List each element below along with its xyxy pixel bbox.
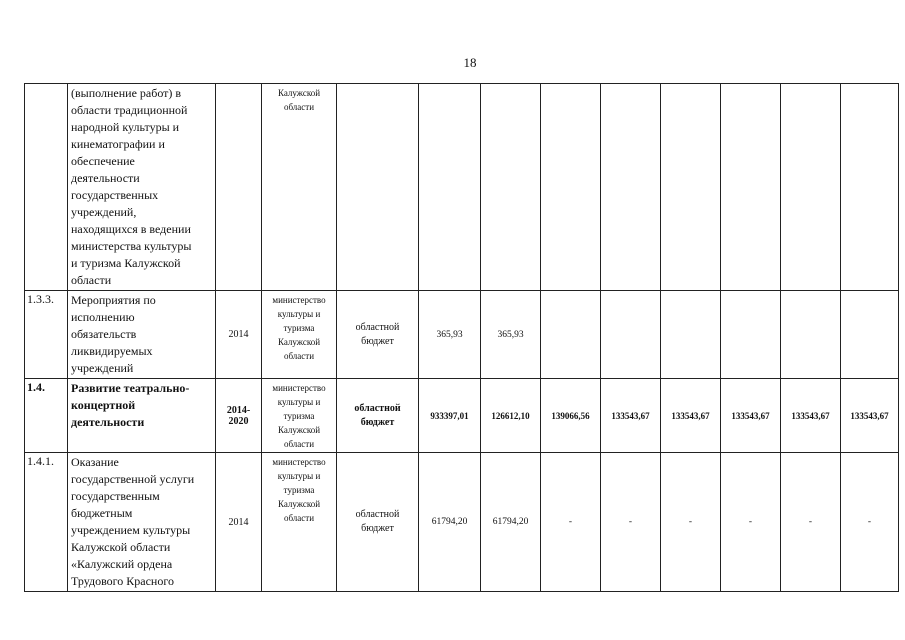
amount-cell <box>541 291 601 379</box>
amount-cell: 365,93 <box>481 291 541 379</box>
amount-cell <box>781 291 841 379</box>
executor-line: культуры и <box>277 397 321 407</box>
activity-name-line: государственной услуги <box>71 472 195 486</box>
executor-line: министерство <box>272 383 326 393</box>
activity-name-line: деятельности <box>71 415 145 429</box>
amount-cell <box>481 84 541 291</box>
funding-source-line: бюджет <box>361 523 394 534</box>
executor-line: туризма <box>283 411 315 421</box>
amount-cell: 365,93 <box>419 291 481 379</box>
year <box>216 379 262 453</box>
table-row <box>25 291 899 379</box>
activity-name-line: Трудового Красного <box>71 574 174 588</box>
funding-source <box>337 379 419 453</box>
activity-name-line: и туризма Калужской <box>71 256 181 270</box>
activity-name-line: области традиционной <box>71 103 188 117</box>
row-number: 1.4.1. <box>25 453 68 592</box>
activity-name-line: исполнению <box>71 310 135 324</box>
table-row <box>25 84 899 291</box>
funding-source-line: областной <box>355 509 400 520</box>
amount-cell <box>419 84 481 291</box>
executor-line: министерство <box>272 457 326 467</box>
executor-line: Калужской <box>277 337 321 347</box>
amount-cell: 61794,20 <box>419 453 481 592</box>
amount-cell <box>841 84 899 291</box>
funding-source <box>337 453 419 592</box>
amount-cell: 133543,67 <box>601 379 661 453</box>
amount-cell <box>781 84 841 291</box>
amount-cell: 133543,67 <box>841 379 899 453</box>
amount-cell <box>541 84 601 291</box>
amount-cell <box>601 84 661 291</box>
executor-line: области <box>283 102 315 112</box>
amount-cell <box>601 291 661 379</box>
year-line: 2014 <box>228 329 249 340</box>
activity-name-line: находящихся в ведении <box>71 222 191 236</box>
activity-name-line: народной культуры и <box>71 120 180 134</box>
budget-table <box>24 83 899 592</box>
executor <box>262 84 337 291</box>
amount-cell: 61794,20 <box>481 453 541 592</box>
executor-line: области <box>283 513 315 523</box>
activity-name-line: учреждений, <box>71 205 137 219</box>
activity-name-line: обязательств <box>71 327 137 341</box>
executor-line: культуры и <box>277 309 321 319</box>
executor <box>262 453 337 592</box>
page-number: 18 <box>463 55 477 70</box>
executor-line: министерство <box>272 295 326 305</box>
amount-cell: 126612,10 <box>481 379 541 453</box>
row-number: 1.4. <box>25 379 68 453</box>
table-row <box>25 453 899 592</box>
amount-cell: 133543,67 <box>661 379 721 453</box>
amount-cell: - <box>721 453 781 592</box>
executor-line: Калужской <box>277 499 321 509</box>
activity-name-line: деятельности <box>71 171 140 185</box>
year <box>216 291 262 379</box>
activity-name-line: области <box>71 273 112 287</box>
amount-cell: - <box>601 453 661 592</box>
executor-line: области <box>283 439 315 449</box>
amount-cell: 933397,01 <box>419 379 481 453</box>
funding-source <box>337 291 419 379</box>
year-line: 2014 <box>228 516 249 528</box>
executor <box>262 379 337 453</box>
executor-line: культуры и <box>277 471 321 481</box>
amount-cell: 133543,67 <box>721 379 781 453</box>
activity-name-line: обеспечение <box>71 154 135 168</box>
amount-cell: - <box>661 453 721 592</box>
year-line: 2020 <box>228 415 249 427</box>
activity-name-line: «Калужский ордена <box>71 557 173 571</box>
activity-name-line: ликвидируемых <box>71 344 153 358</box>
table-row <box>25 379 899 453</box>
activity-name-line: учреждением культуры <box>71 523 191 537</box>
funding-source-line: бюджет <box>360 416 395 428</box>
activity-name-line: Оказание <box>71 455 119 469</box>
activity-name-line: Калужской области <box>71 540 171 554</box>
activity-name-line: государственных <box>71 188 159 202</box>
activity-name-line: концертной <box>71 398 136 412</box>
row-number <box>25 84 68 291</box>
funding-source-line: областной <box>354 402 401 414</box>
activity-name <box>68 84 216 291</box>
activity-name <box>68 453 216 592</box>
amount-cell: - <box>781 453 841 592</box>
executor-line: Калужской <box>277 88 321 98</box>
funding-source <box>337 84 419 291</box>
amount-cell: - <box>841 453 899 592</box>
activity-name-line: кинематографии и <box>71 137 165 151</box>
executor <box>262 291 337 379</box>
executor-line: туризма <box>283 323 315 333</box>
activity-name-line: Мероприятия по <box>71 293 156 307</box>
row-number: 1.3.3. <box>25 291 68 379</box>
activity-name <box>68 291 216 379</box>
activity-name-line: министерства культуры <box>71 239 192 253</box>
amount-cell: - <box>541 453 601 592</box>
year <box>216 84 262 291</box>
amount-cell <box>661 291 721 379</box>
amount-cell <box>841 291 899 379</box>
amount-cell <box>661 84 721 291</box>
amount-cell <box>721 84 781 291</box>
executor-line: туризма <box>283 485 315 495</box>
executor-line: Калужской <box>277 425 321 435</box>
year <box>216 453 262 592</box>
executor-line: области <box>283 351 315 361</box>
funding-source-line: бюджет <box>361 335 394 347</box>
activity-name-line: учреждений <box>71 361 134 375</box>
activity-name-line: бюджетным <box>71 506 133 520</box>
activity-name-line: (выполнение работ) в <box>71 86 182 100</box>
amount-cell <box>721 291 781 379</box>
activity-name-line: государственным <box>71 489 160 503</box>
activity-name <box>68 379 216 453</box>
amount-cell: 139066,56 <box>541 379 601 453</box>
amount-cell: 133543,67 <box>781 379 841 453</box>
year-line: 2014- <box>226 404 251 416</box>
activity-name-line: Развитие театрально- <box>71 381 190 395</box>
funding-source-line: областной <box>355 321 400 333</box>
